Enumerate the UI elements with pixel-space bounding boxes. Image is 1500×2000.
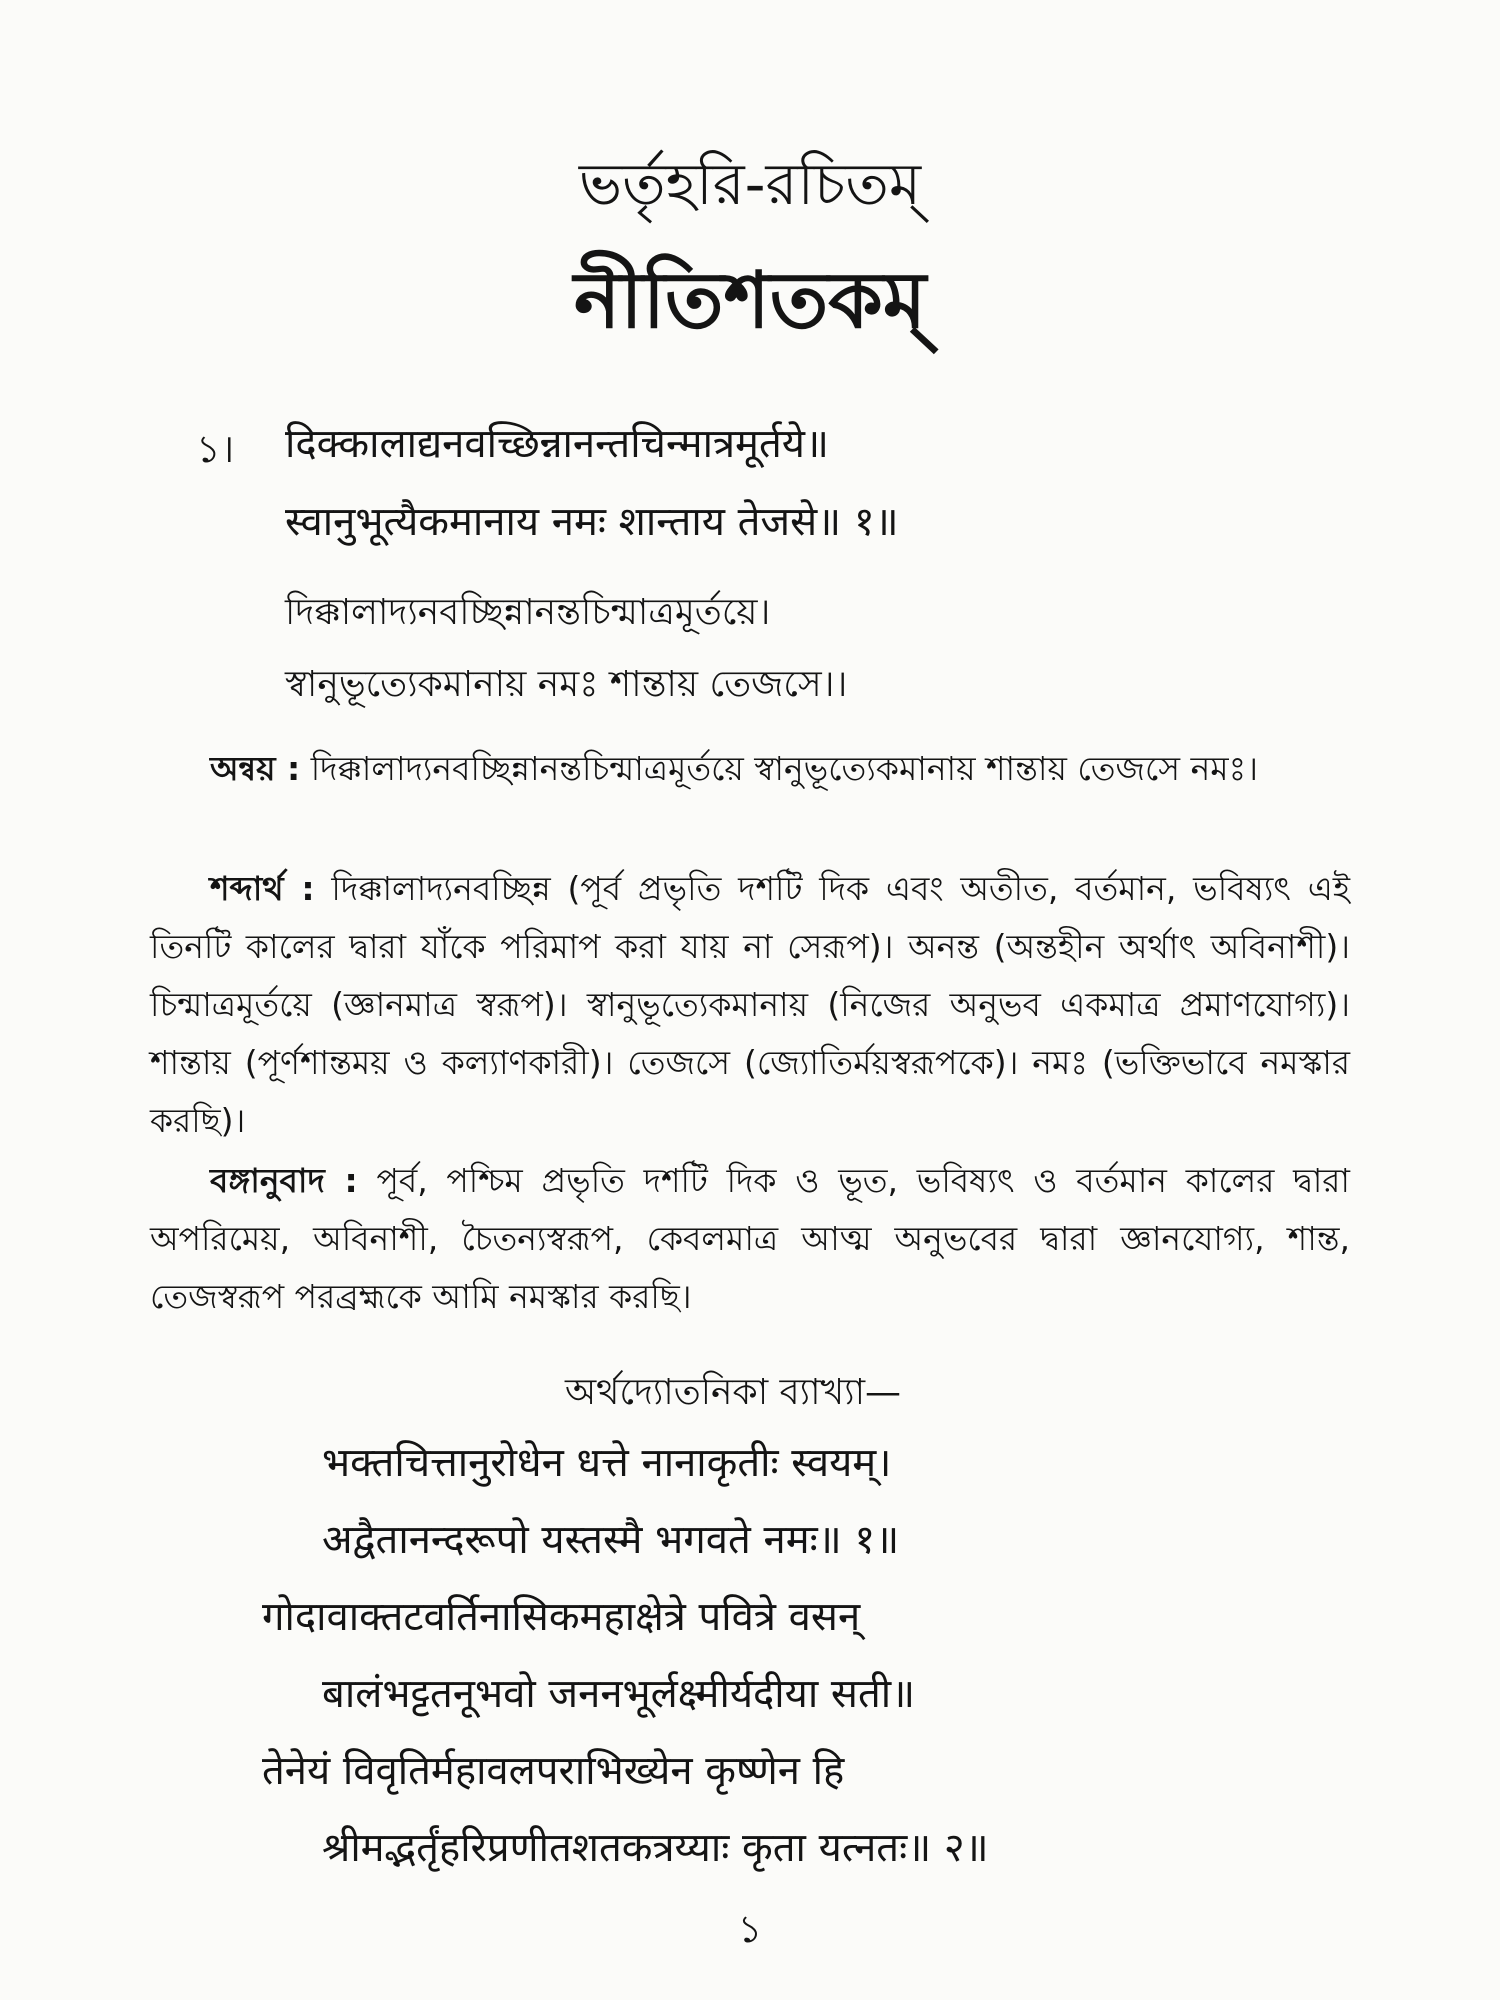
commentary-line-1: भक्तचित्तानुरोधेन धत्ते नानाकृतीः स्वयम्। (322, 1440, 892, 1486)
anvaya-label: অন্বয় : (210, 749, 301, 788)
commentary-line-5: तेनेयं विवृतिर्महावलपराभिख्येन कृष्णेन हि (262, 1748, 845, 1794)
banganuvad-label: বঙ্গানুবাদ : (210, 1161, 358, 1200)
commentary-line-4: बालंभट्टतनूभवो जननभूर्लक्ष्मीर्यदीया सती॥ (322, 1671, 916, 1717)
anvaya-text: দিক্কালাদ্যনবচ্ছিন্নানন্তচিন্মাত্রমূর্তয়ে স্বানুভূত্যেকমানায় শান্তায় তেজসে নমঃ। (310, 749, 1259, 788)
commentary-line-6: श्रीमद्भर्तृंहरिप्रणीतशतकत्रय्याः कृता यत्नतः॥ २॥ (322, 1825, 989, 1871)
shabdartha-label: শব্দার্থ : (210, 869, 315, 908)
shabdartha-text: দিক্কালাদ্যনবচ্ছিন্ন (পূর্ব প্রভৃতি দশটি দিক এবং অতীত, বর্তমান, ভবিষ্যৎ এই তিনটি কালের দ্বারা যাঁকে পরিমাপ করা যায় না সেরূপ)। অনন্ত (অন্তহীন অর্থাৎ অবিনাশী)। চিন্মাত্রমূর্তয়ে (জ্ঞানমাত্র স্বরূপ)। স্বানুভূত্যেকমানায় (নিজের অনুভব একমাত্র প্রমাণযোগ্য)। শান্তায় (পূর্ণশান্তময় ও কল্যাণকারী)। তেজসে (জ্যোতির্ময়স্বরূপকে)। নমঃ (ভক্তিভাবে নমস্কার করছি)। (150, 869, 1350, 1140)
page-title: নীতিশতকম্ (573, 256, 927, 346)
commentary-line-2: अद्वैतानन्दरूपो यस्तस्मै भगवते नमः॥ १॥ (322, 1517, 900, 1563)
verse-bengali-line-1: দিক্কালাদ্যনবচ্ছিন্নানন্তচিন্মাত্রমূর্তয়ে। (285, 592, 771, 633)
page-number: ১ (737, 1907, 763, 1951)
author-heading: ভর্তৃহরি-রচিতম্ (578, 150, 922, 218)
commentary-heading: অর্থদ্যোতনিকা ব্যাখ্যা— (565, 1372, 902, 1413)
banganuvad-text: পূর্ব, পশ্চিম প্রভৃতি দশটি দিক ও ভূত, ভবিষ্যৎ ও বর্তমান কালের দ্বারা অপরিমেয়, অবিনাশী, চৈতন্যস্বরূপ, কেবলমাত্র আত্ম অনুভবের দ্বারা জ্ঞানযোগ্য, শান্ত, তেজস্বরূপ পরব্রহ্মকে আমি নমস্কার করছি। (150, 1161, 1350, 1316)
commentary-line-3: गोदावाक्तटवर्तिनासिकमहाक्षेत्रे पवित्रे वसन् (262, 1594, 861, 1640)
anvaya-paragraph (150, 740, 1350, 798)
verse-sanskrit-line-2: स्वानुभूत्यैकमानाय नमः शान्ताय तेजसे॥ १॥ (285, 499, 899, 545)
verse-sanskrit-line-1: दिक्कालाद्यनवच्छिन्नानन्तचिन्मात्रमूर्तये॥ (285, 421, 829, 467)
shabdartha-paragraph (150, 860, 1350, 1150)
verse-bengali-line-2: স্বানুভূত্যেকমানায় নমঃ শান্তায় তেজসে।। (285, 664, 848, 705)
verse-number: ১। (196, 427, 235, 471)
banganuvad-paragraph (150, 1152, 1350, 1326)
